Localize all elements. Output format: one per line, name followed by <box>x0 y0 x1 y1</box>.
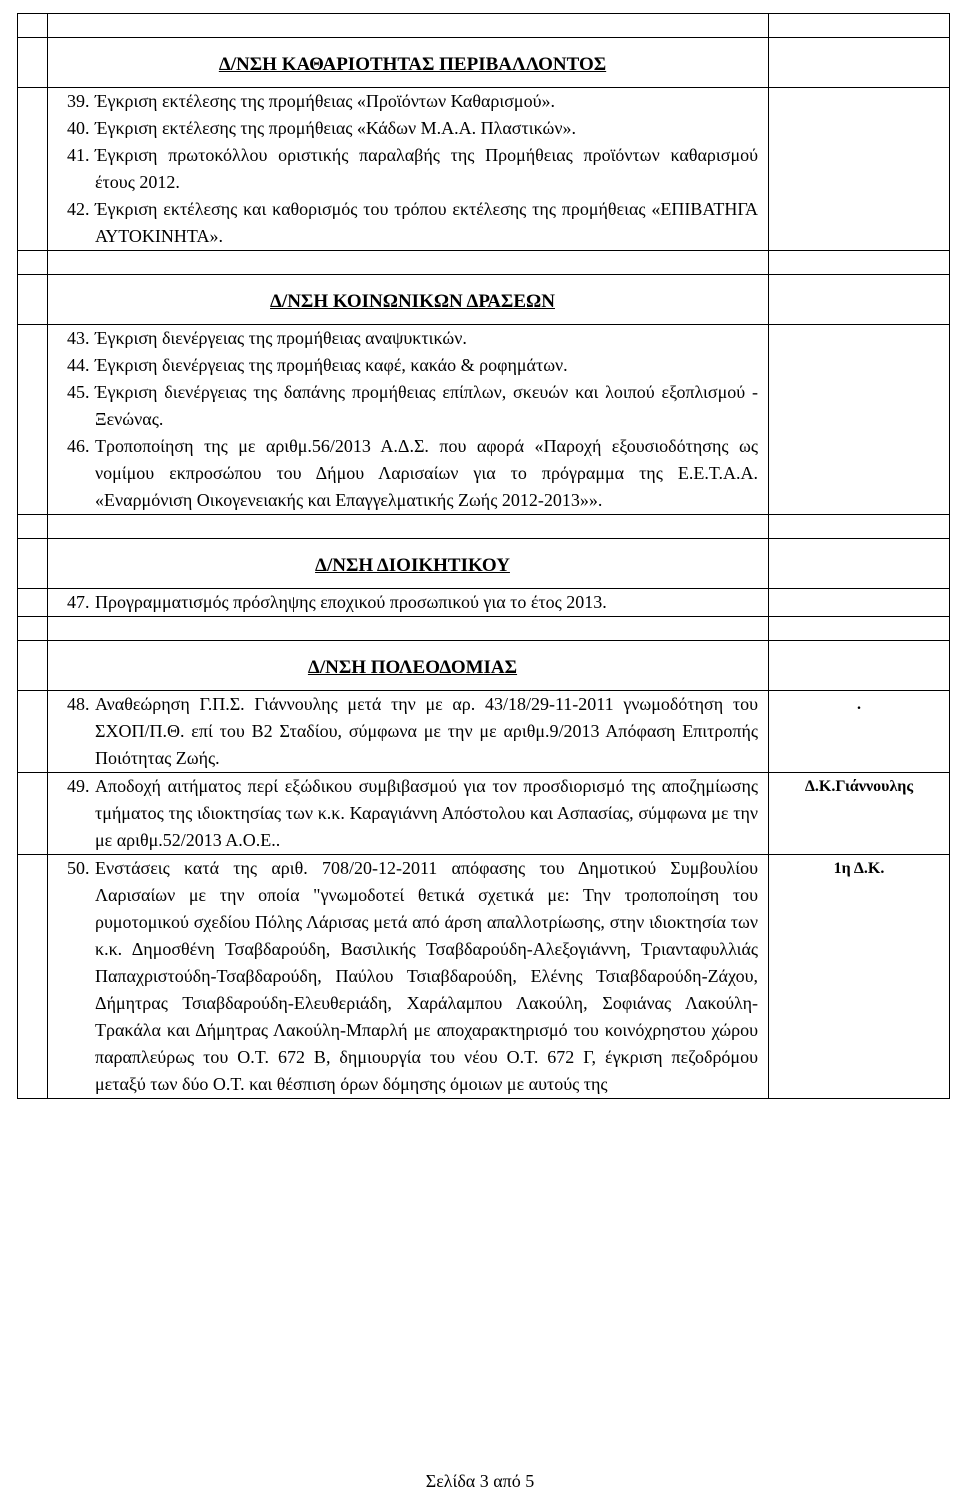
notes-cell <box>769 38 950 88</box>
section-heading: Δ/ΝΣΗ ΠΟΛΕΟΔΟΜΙΑΣ <box>307 657 518 678</box>
left-cell <box>18 855 48 1099</box>
item-number: 40. <box>67 118 90 138</box>
agenda-item <box>67 773 758 854</box>
notes-cell <box>769 691 950 773</box>
notes-cell <box>769 251 950 275</box>
item-number: 50. <box>67 858 90 878</box>
spacer-row <box>18 617 950 641</box>
agenda-item <box>67 691 758 772</box>
item-text: Ενστάσεις κατά της αριθ. 708/20-12-2011 απόφασης του Δημοτικού Συμβουλίου Λαρισαίων με την οποία "γνωμοδοτεί θετικά σχετικά με: Την τροποποίηση του ρυμοτομικού σχεδίου Πόλης Λάρισας μετά από άρση απαλλοτρίωσης, στην ιδιοκτησία των κ.κ. Δημοσθένη Τσαβδαρούδη, Βασιλικής Τσαβδαρούδη-Αλεξογιάννη, Τριανταφυλλιάς Παπαχριστούδη-Τσαβδαρούδη, Παύλου Τσιαβδαρούδη, Ελένης Τσιαβδαρούδη-Ζάχου, Δήμητρας Τσιαβδαρούδη-Ελευθεριάδη, Χαράλαμπου Λακούλη, Σοφιάνας Λακούλη-Τρακάλα και Δήμητρας Λακούλη-Μπαρλή με αποχαρακτηρισμό του κοινόχρηστου χώρου παραπλεύρως του Ο.Τ. 672 Β, δημιουργία του νέου Ο.Τ. 672 Γ, έγκριση πεζοδρόμου μεταξύ των δύο Ο.Τ. και θέσπιση όρων δόμησης όμοιων με αυτούς της <box>95 858 758 1094</box>
item-number: 45. <box>67 382 90 402</box>
content-cell <box>48 641 769 691</box>
section-heading-row <box>18 539 950 589</box>
item-note: . <box>857 696 861 713</box>
notes-cell <box>769 589 950 617</box>
item-text: Έγκριση εκτέλεσης της προμήθειας «Προϊόντων Καθαρισμού». <box>95 91 555 111</box>
agenda-item <box>67 352 758 379</box>
item-text: Αποδοχή αιτήματος περί εξώδικου συμβιβασμού για τον προσδιορισμό της αποζημίωσης τμήματος της ιδιοκτησίας των κ.κ. Καραγιάννη Απόστολου και Ασπασίας, σύμφωνα με την με αριθμ.52/2013 Α.Ο.Ε.. <box>95 776 758 850</box>
notes-cell <box>769 325 950 515</box>
item-text: Έγκριση διενέργειας της προμήθειας καφέ, κακάο & ροφημάτων. <box>95 355 568 375</box>
item-text: Αναθεώρηση Γ.Π.Σ. Γιάννουλης μετά την με αρ. 43/18/29-11-2011 γνωμοδότηση του ΣΧΟΠ/Π.Θ. επί του Β2 Σταδίου, σύμφωνα με την με αριθμ.9/2013 Απόφαση Επιτροπής Ποιότητας Ζωής. <box>95 694 758 768</box>
left-cell <box>18 641 48 691</box>
agenda-item <box>67 589 758 616</box>
item-text: Έγκριση πρωτοκόλλου οριστικής παραλαβής της Προμήθειας προϊόντων καθαρισμού έτους 2012. <box>95 145 758 192</box>
agenda-item <box>67 855 758 1098</box>
agenda-item <box>67 88 758 115</box>
item-number: 49. <box>67 776 90 796</box>
item-text: Προγραμματισμός πρόσληψης εποχικού προσωπικού για το έτος 2013. <box>95 592 607 612</box>
agenda-table <box>17 13 950 1099</box>
agenda-item <box>67 196 758 250</box>
agenda-item-row <box>18 773 950 855</box>
item-number: 46. <box>67 436 90 456</box>
notes-cell <box>769 14 950 38</box>
item-text: Έγκριση εκτέλεσης και καθορισμός του τρόπου εκτέλεσης της προμήθειας «ΕΠΙΒΑΤΗΓΑ ΑΥΤΟΚΙΝΗΤΑ». <box>95 199 758 246</box>
notes-cell <box>769 275 950 325</box>
notes-cell <box>769 855 950 1099</box>
spacer-row <box>18 515 950 539</box>
section-heading-row <box>18 275 950 325</box>
item-number: 44. <box>67 355 90 375</box>
notes-cell <box>769 88 950 251</box>
content-cell <box>48 38 769 88</box>
spacer-row <box>18 14 950 38</box>
content-cell <box>48 773 769 855</box>
item-text: Τροποποίηση της με αριθμ.56/2013 Α.Δ.Σ. που αφορά «Παροχή εξουσιοδότησης ως νομίμου εκπροσώπου του Δήμου Λαρισαίων για το πρόγραμμα της Ε.Ε.Τ.Α.Α. «Εναρμόνιση Οικογενειακής και Επαγγελματικής Ζωής 2012-2013»». <box>95 436 758 510</box>
content-cell <box>48 325 769 515</box>
left-cell <box>18 38 48 88</box>
notes-cell <box>769 515 950 539</box>
left-cell <box>18 325 48 515</box>
section-heading: Δ/ΝΣΗ ΔΙΟΙΚΗΤΙΚΟΥ <box>315 555 510 576</box>
section-heading-row <box>18 38 950 88</box>
section-items-row <box>18 589 950 617</box>
left-cell <box>18 275 48 325</box>
agenda-item <box>67 433 758 514</box>
left-cell <box>18 251 48 275</box>
content-cell <box>48 88 769 251</box>
item-text: Έγκριση διενέργειας της δαπάνης προμήθειας επίπλων, σκευών και λοιπού εξοπλισμού - Ξενώνας. <box>95 382 758 429</box>
section-items-row <box>18 325 950 515</box>
content-cell <box>48 251 769 275</box>
notes-cell <box>769 539 950 589</box>
left-cell <box>18 773 48 855</box>
item-number: 42. <box>67 199 90 219</box>
left-cell <box>18 617 48 641</box>
left-cell <box>18 691 48 773</box>
content-cell <box>48 691 769 773</box>
left-cell <box>18 88 48 251</box>
content-cell <box>48 14 769 38</box>
agenda-item <box>67 379 758 433</box>
item-text: Έγκριση διενέργειας της προμήθειας αναψυκτικών. <box>95 328 467 348</box>
agenda-item-row <box>18 691 950 773</box>
item-number: 43. <box>67 328 90 348</box>
section-heading: Δ/ΝΣΗ ΚΟΙΝΩΝΙΚΩΝ ΔΡΑΣΕΩΝ <box>270 291 555 312</box>
notes-cell <box>769 617 950 641</box>
content-cell <box>48 617 769 641</box>
item-number: 47. <box>67 592 90 612</box>
left-cell <box>18 515 48 539</box>
notes-cell <box>769 773 950 855</box>
item-note: 1η Δ.Κ. <box>833 860 885 877</box>
section-heading-row <box>18 641 950 691</box>
agenda-item <box>67 325 758 352</box>
left-cell <box>18 539 48 589</box>
content-cell <box>48 539 769 589</box>
agenda-item <box>67 142 758 196</box>
section-items-row <box>18 88 950 251</box>
section-heading: Δ/ΝΣΗ ΚΑΘΑΡΙΟΤΗΤΑΣ ΠΕΡΙΒΑΛΛΟΝΤΟΣ <box>218 54 607 75</box>
item-note: Δ.Κ.Γιάννουλης <box>804 778 914 795</box>
item-number: 41. <box>67 145 90 165</box>
content-cell <box>48 515 769 539</box>
notes-cell <box>769 641 950 691</box>
agenda-item-row <box>18 855 950 1099</box>
content-cell <box>48 855 769 1099</box>
item-number: 48. <box>67 694 90 714</box>
item-number: 39. <box>67 91 90 111</box>
left-cell <box>18 589 48 617</box>
left-cell <box>18 14 48 38</box>
content-cell <box>48 589 769 617</box>
page-footer: Σελίδα 3 από 5 <box>425 1471 535 1491</box>
item-text: Έγκριση εκτέλεσης της προμήθειας «Κάδων Μ.Α.Α. Πλαστικών». <box>95 118 576 138</box>
agenda-item <box>67 115 758 142</box>
content-cell <box>48 275 769 325</box>
spacer-row <box>18 251 950 275</box>
